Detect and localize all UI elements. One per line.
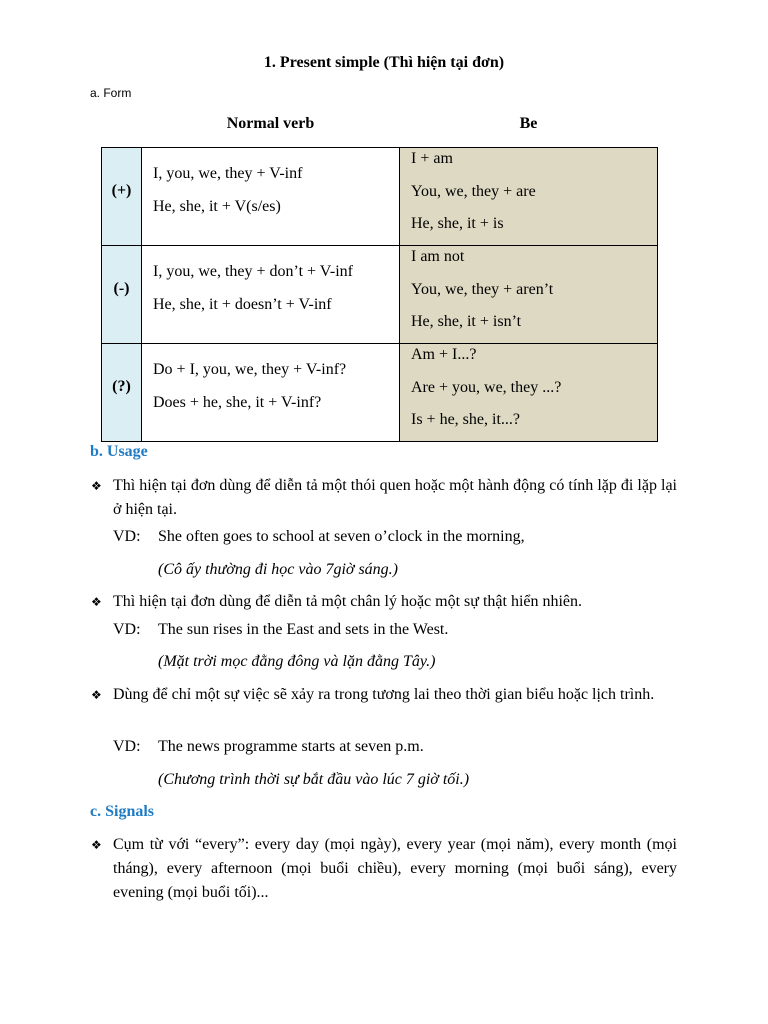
table-cell-normal-verb bbox=[142, 246, 400, 344]
table-line: I, you, we, they + don’t + V-inf bbox=[153, 263, 353, 280]
table-line: I am not bbox=[411, 248, 465, 265]
table-cell-be bbox=[400, 246, 658, 344]
usage-heading: b. Usage bbox=[90, 443, 148, 460]
example-sentence: She often goes to school at seven o’clock in the morning, bbox=[158, 528, 525, 545]
table-line: Am + I...? bbox=[411, 346, 477, 363]
table-line: You, we, they + aren’t bbox=[411, 280, 554, 298]
example-translation: (Cô ấy thường đi học vào 7giờ sáng.) bbox=[158, 561, 398, 578]
table-header-normal-verb: Normal verb bbox=[226, 115, 315, 132]
table-line: I, you, we, they + V-inf bbox=[153, 165, 303, 182]
table-line: He, she, it + doesn’t + V-inf bbox=[153, 296, 332, 313]
table-line: You, we, they + are bbox=[411, 182, 536, 200]
example-sentence: The news programme starts at seven p.m. bbox=[158, 738, 424, 755]
bullet-diamond-icon: ❖ bbox=[91, 688, 102, 702]
example-label: VD: bbox=[113, 528, 141, 545]
usage-item-text: Thì hiện tại đơn dùng để diễn tả một thói quen hoặc một hành động có tính lặp đi lặp lại ở hiện tại. bbox=[113, 477, 677, 518]
page-title: 1. Present simple (Thì hiện tại đơn) bbox=[263, 54, 505, 71]
usage-item-text: Dùng để chỉ một sự việc sẽ xảy ra trong tương lai theo thời gian biểu hoặc lịch trình. bbox=[113, 686, 655, 703]
signals-heading: c. Signals bbox=[90, 803, 155, 820]
table-line: Are + you, we, they ...? bbox=[411, 378, 562, 396]
table-cell-sign: (+) bbox=[102, 148, 142, 246]
table-line: He, she, it + V(s/es) bbox=[153, 198, 281, 215]
example-translation: (Chương trình thời sự bắt đầu vào lúc 7 giờ tối.) bbox=[158, 771, 470, 788]
example-sentence: The sun rises in the East and sets in the West. bbox=[158, 621, 449, 638]
table-line: I + am bbox=[411, 150, 453, 167]
table-line: He, she, it + isn’t bbox=[411, 313, 522, 330]
table-cell-normal-verb bbox=[142, 148, 400, 246]
bullet-diamond-icon: ❖ bbox=[91, 838, 102, 852]
table-cell-sign: (-) bbox=[102, 246, 142, 344]
table-line: He, she, it + is bbox=[411, 215, 504, 232]
form-heading: a. Form bbox=[90, 86, 132, 100]
table-line: Is + he, she, it...? bbox=[411, 411, 520, 428]
example-label: VD: bbox=[113, 738, 141, 755]
table-cell-sign: (?) bbox=[102, 344, 142, 442]
example-label: VD: bbox=[113, 621, 141, 638]
table-cell-normal-verb bbox=[142, 344, 400, 442]
table-cell-be bbox=[400, 344, 658, 442]
bullet-diamond-icon: ❖ bbox=[91, 595, 102, 609]
table-cell-be bbox=[400, 148, 658, 246]
signals-item-text: Cụm từ với “every”: every day (mọi ngày), every year (mọi năm), every month (mọi tháng), every afternoon (mọi buổi chiều), every morning (mọi buổi sáng), every evening (mọi buổi tối)... bbox=[113, 836, 677, 901]
form-table bbox=[101, 147, 658, 442]
table-line: Do + I, you, we, they + V-inf? bbox=[153, 361, 347, 378]
bullet-diamond-icon: ❖ bbox=[91, 479, 102, 493]
example-translation: (Mặt trời mọc đằng đông và lặn đằng Tây.) bbox=[158, 653, 436, 670]
table-line: Does + he, she, it + V-inf? bbox=[153, 394, 322, 411]
usage-item-text: Thì hiện tại đơn dùng để diễn tả một chân lý hoặc một sự thật hiển nhiên. bbox=[113, 593, 583, 610]
table-header-be: Be bbox=[519, 115, 538, 132]
